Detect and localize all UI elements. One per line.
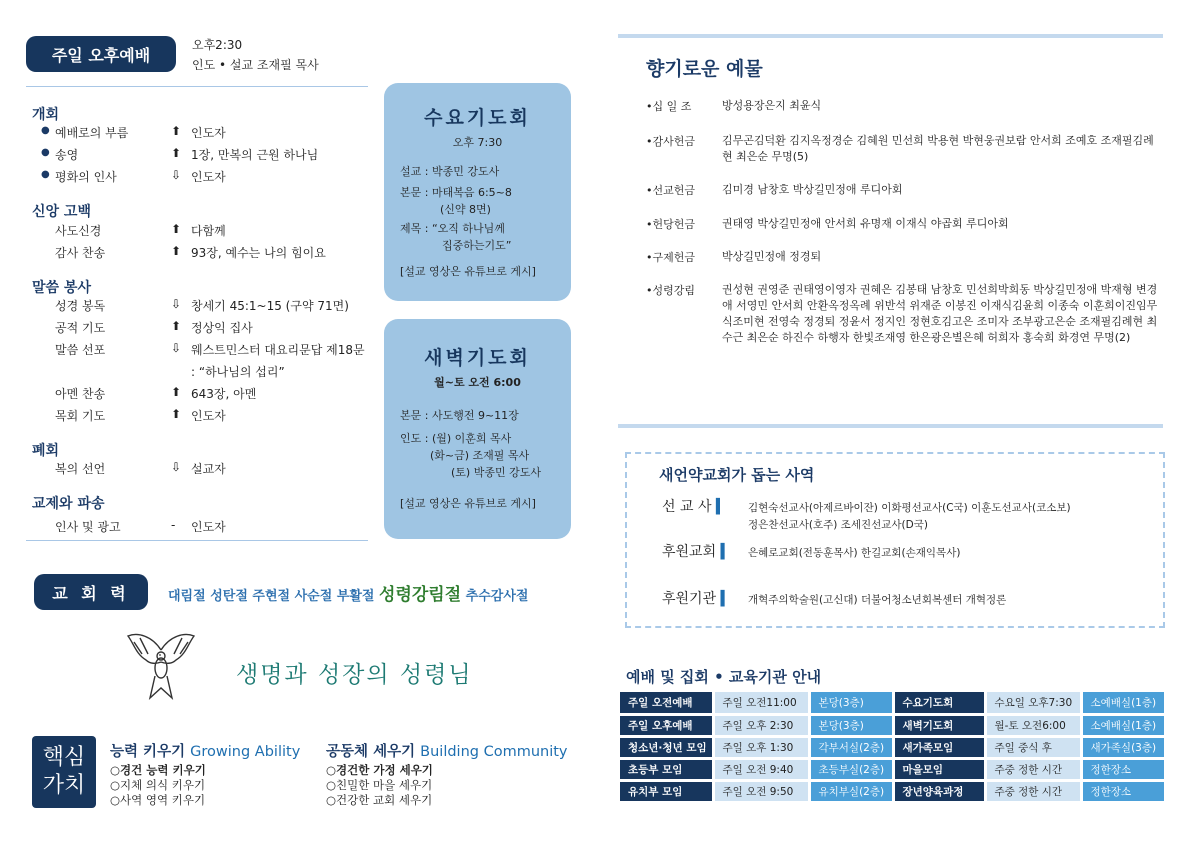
value-item: ○경건한 가정 세우기 xyxy=(326,763,433,777)
service-title-badge xyxy=(26,36,176,72)
mission-value-cont: 정은찬선교사(호주) 조세진선교사(D국) xyxy=(748,519,928,531)
schedule-table xyxy=(620,692,1167,804)
dawn-time: 월~토 오전 6:00 xyxy=(434,376,521,389)
bullet-icon: ● xyxy=(41,147,50,158)
order-item-cont: : “하나님의 섭리” xyxy=(191,365,285,379)
calendar-current-season: 성령강림절 xyxy=(379,585,462,605)
dove-icon xyxy=(124,628,198,706)
mission-value: 개혁주의학술원(고신대) 더불어청소년회복센터 개혁정론 xyxy=(748,594,1007,606)
dawn-note: [설교 영상은 유튜브로 게시] xyxy=(400,497,536,510)
missions-title: 새언약교회가 돕는 사역 xyxy=(659,466,815,484)
wednesday-text: 본문 : 마태복음 6:5~8 xyxy=(400,186,512,199)
wednesday-text-page: (신약 8면) xyxy=(440,203,491,216)
mission-value: 은혜로교회(전동훈목사) 한길교회(손재익목사) xyxy=(748,547,961,559)
section-heading: 말씀 봉사 xyxy=(32,280,91,296)
calendar-theme: 생명과 성장의 성령님 xyxy=(236,662,473,688)
table-row: 주일 오후예배 주일 오후 2:30 본당(3층) 새벽기도회 월-토 오전6:00 소예배실(1층) xyxy=(620,714,1165,736)
dawn-prayer-card xyxy=(384,319,571,539)
dawn-title: 새벽기도회 xyxy=(424,347,531,369)
service-title: 주일 오후예배 xyxy=(51,45,151,65)
calendar-season-list: 대림절 성탄절 주현절 사순절 부활절 xyxy=(168,589,375,604)
bullet-icon: ● xyxy=(41,169,50,180)
calendar-next-season: 추수감사절 xyxy=(465,589,529,604)
mission-label: 선 교 사 ▍ xyxy=(662,499,727,515)
value-item: ○친밀한 마을 세우기 xyxy=(326,778,433,792)
table-row: 초등부 모임 주일 오전 9:40 초등부실(2층) 마을모임 주중 정한 시간 정한장소 xyxy=(620,758,1165,780)
mission-label: 후원교회 ▍ xyxy=(662,544,732,560)
service-time: 오후2:30 xyxy=(192,38,243,52)
section-heading: 폐회 xyxy=(32,443,60,459)
wednesday-preacher: 설교 : 박종민 강도사 xyxy=(400,165,500,178)
schedule-title: 예배 및 집회 • 교육기관 안내 xyxy=(626,668,822,686)
wednesday-title: 수요기도회 xyxy=(424,107,531,129)
section-heading: 교제와 파송 xyxy=(32,496,105,512)
divider xyxy=(26,86,368,87)
table-row: 청소년·청년 모임 주일 오후 1:30 각부서실(2층) 새가족모임 주일 중식 후 새가족실(3층) xyxy=(620,736,1165,758)
dawn-leader-sat: (토) 박종민 강도사 xyxy=(451,466,541,479)
bullet-icon: ● xyxy=(41,125,50,136)
divider xyxy=(26,540,368,541)
wednesday-topic: 제목 : “오직 하나님께 xyxy=(400,222,505,235)
core-values-title-1: 핵심 xyxy=(42,745,86,770)
calendar-seasons xyxy=(168,580,528,605)
wednesday-prayer-card xyxy=(384,83,571,301)
calendar-badge xyxy=(34,574,148,610)
value-heading-growing: 능력 키우기 Growing Ability xyxy=(110,744,301,760)
calendar-title: 교 회 력 xyxy=(52,583,130,603)
section-heading: 개회 xyxy=(32,107,60,123)
value-item: ○건강한 교회 세우기 xyxy=(326,793,433,807)
core-values-badge xyxy=(32,736,96,808)
value-heading-community: 공동체 세우기 Building Community xyxy=(326,744,568,760)
table-row: 주일 오전예배 주일 오전11:00 본당(3층) 수요기도회 수요일 오후7:30 소예배실(1층) xyxy=(620,692,1165,714)
mission-value: 김현숙선교사(아제르바이잔) 이화평선교사(C국) 이훈도선교사(코소보) xyxy=(748,502,1071,514)
mission-label: 후원기관 ▍ xyxy=(662,591,732,607)
value-item: ○지체 의식 키우기 xyxy=(110,778,206,792)
wednesday-topic-cont: 집중하는기도” xyxy=(442,239,512,252)
dawn-text: 본문 : 사도행전 9~11장 xyxy=(400,409,519,422)
table-row: 유치부 모임 주일 오전 9:50 유치부실(2층) 장년양육과정 주중 정한 시간 정한장소 xyxy=(620,780,1165,802)
core-values-title-2: 가치 xyxy=(42,773,86,798)
dawn-leader-mon: 인도 : (월) 이훈희 목사 xyxy=(400,432,512,445)
offerings-title: 향기로운 예물 xyxy=(646,58,763,80)
section-heading: 신앙 고백 xyxy=(32,204,91,220)
value-item: ○사역 영역 키우기 xyxy=(110,793,206,807)
service-leader: 인도 • 설교 조재필 목사 xyxy=(192,58,319,72)
wednesday-note: [설교 영상은 유튜브로 게시] xyxy=(400,265,536,278)
wednesday-time: 오후 7:30 xyxy=(452,136,503,149)
value-item: ○경건 능력 키우기 xyxy=(110,763,206,777)
dawn-leader-tue: (화~금) 조재필 목사 xyxy=(430,449,530,462)
